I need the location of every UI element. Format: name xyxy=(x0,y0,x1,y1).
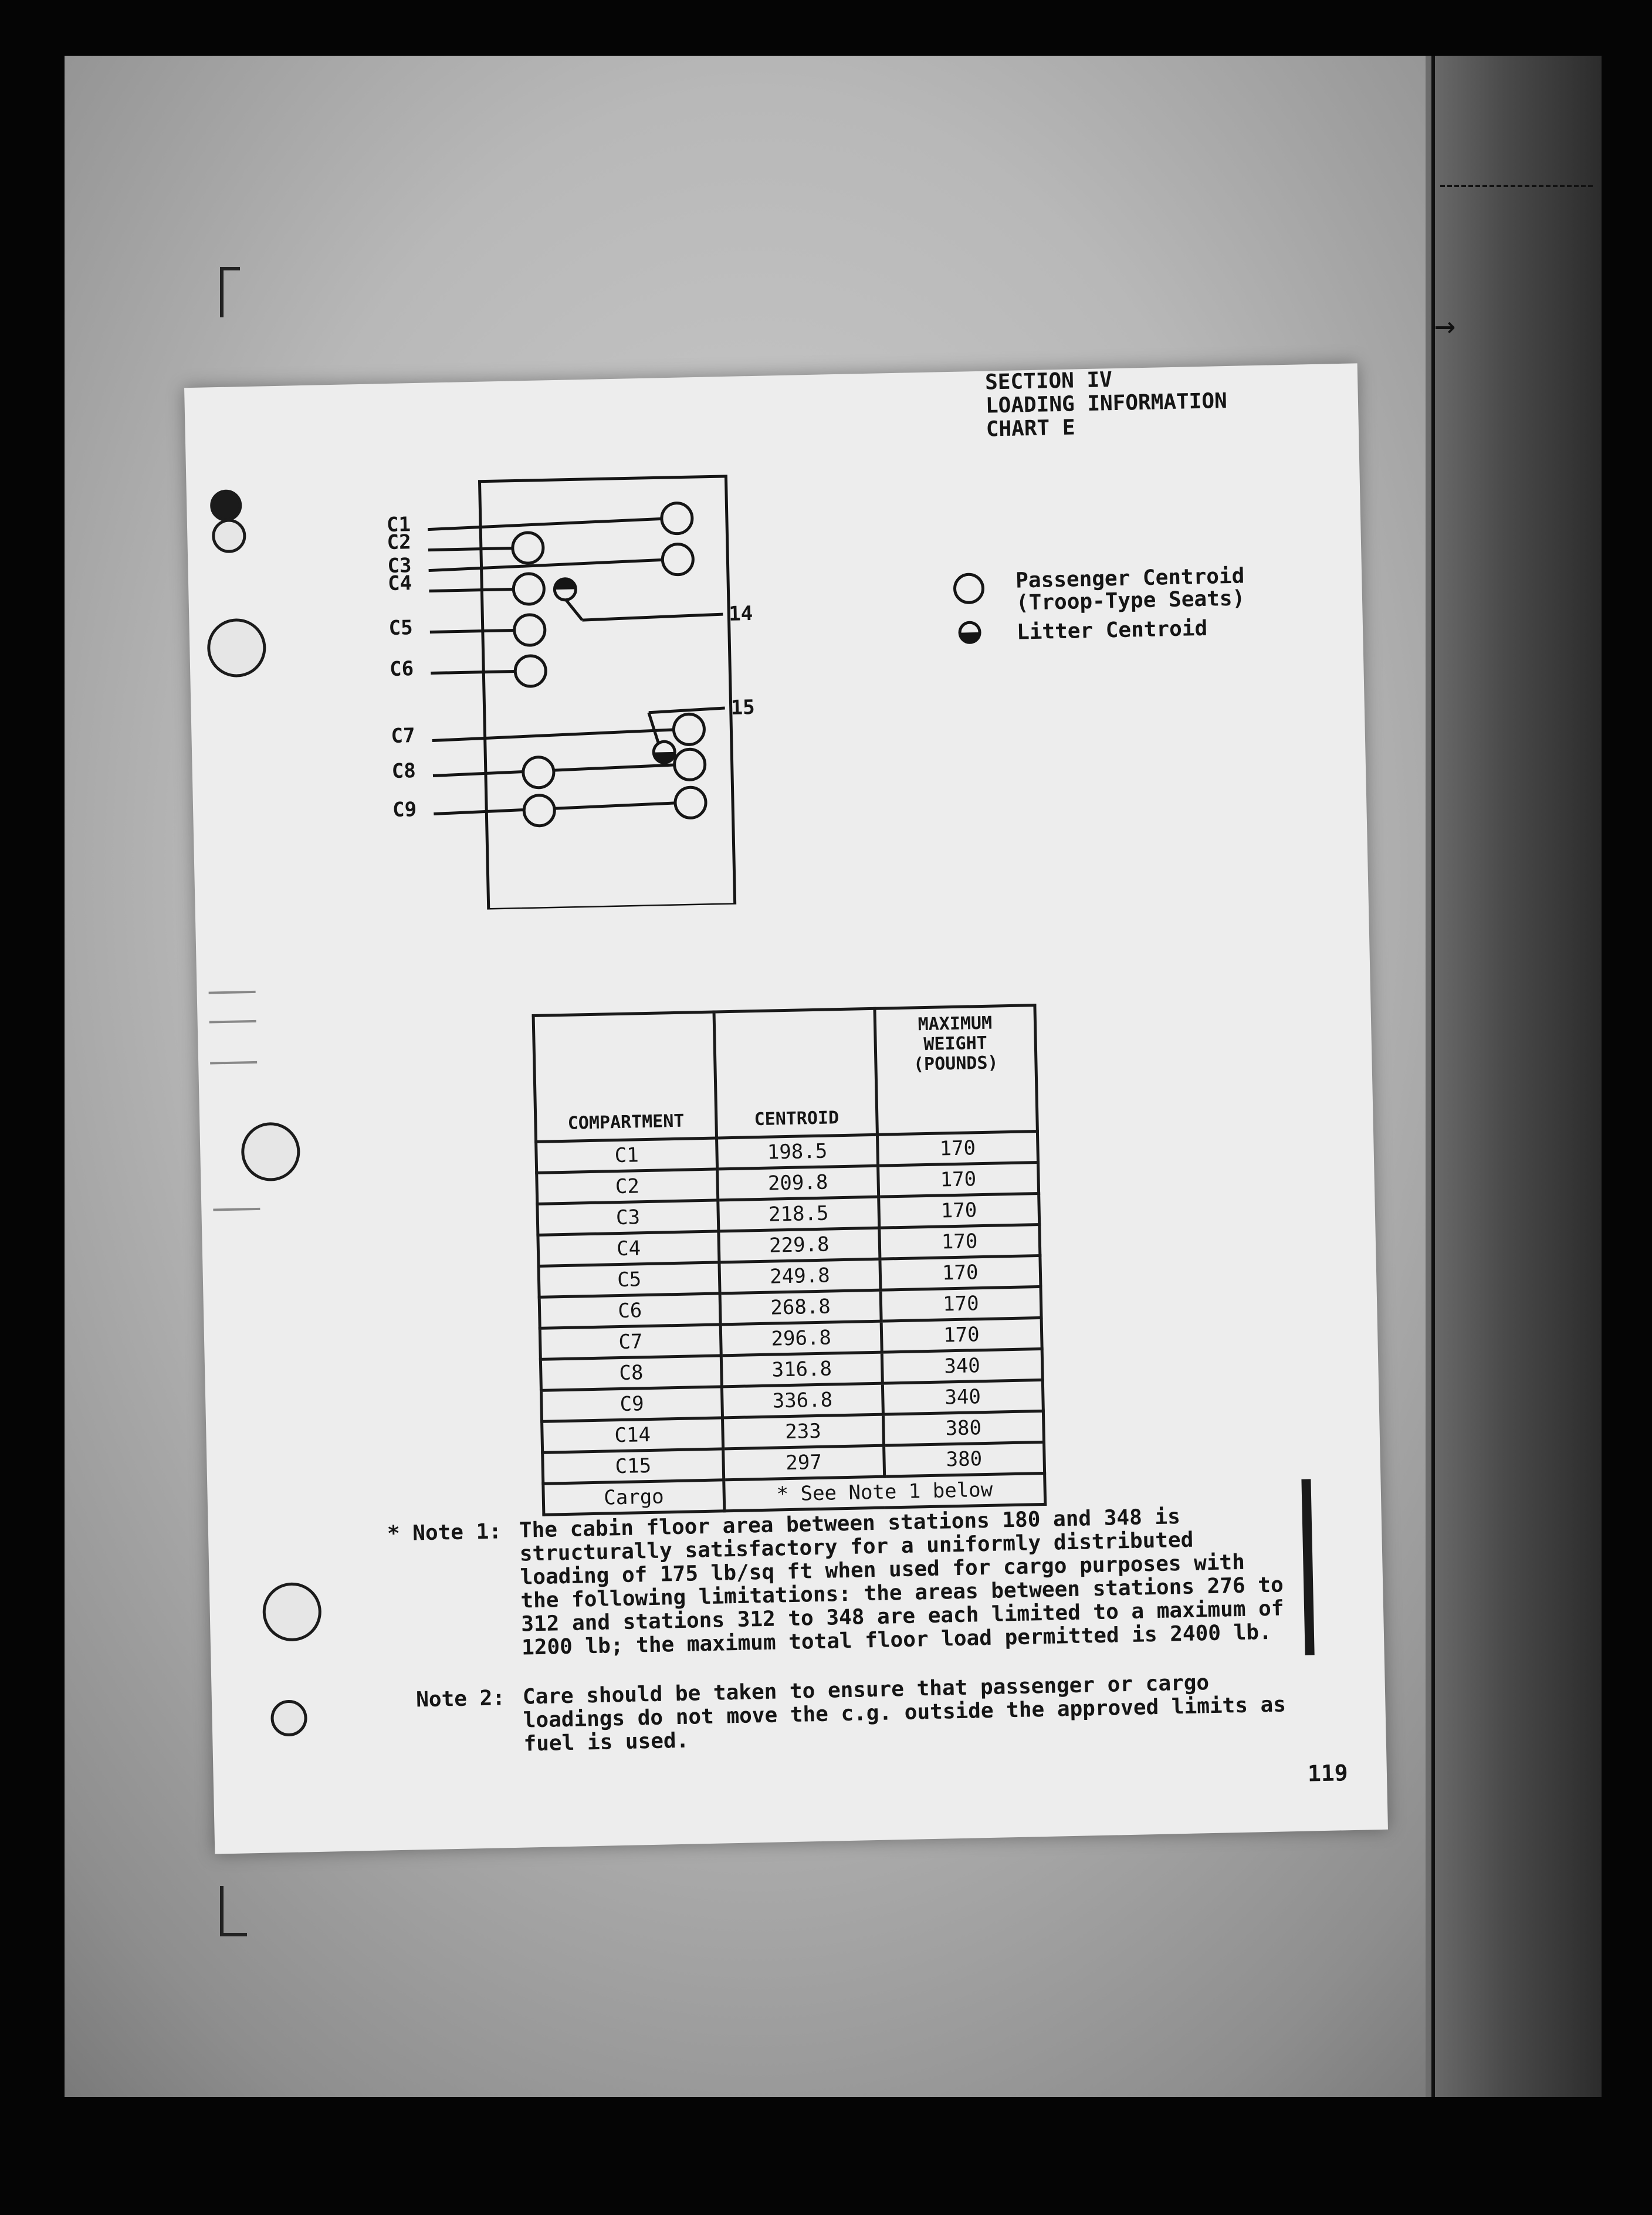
cell-weight: 170 xyxy=(877,1132,1038,1166)
label-c8: C8 xyxy=(391,759,417,783)
cell-compartment: Cargo xyxy=(543,1480,725,1515)
arrow-right-icon: → xyxy=(1434,305,1456,346)
header-compartment: COMPARTMENT xyxy=(533,1012,717,1142)
binder-hole-icon xyxy=(241,1122,300,1181)
leader-c1 xyxy=(428,519,665,529)
note-label: Note 2: xyxy=(415,1686,506,1712)
header-max-weight xyxy=(875,1005,1038,1135)
cell-weight: 340 xyxy=(882,1349,1042,1383)
leader-c3 xyxy=(428,560,666,570)
legend-symbols xyxy=(951,571,988,653)
seat-c8-right xyxy=(674,749,705,780)
label-14: 14 xyxy=(728,602,753,626)
note-text: The cabin floor area between stations 180 and 348 is structurally satisfactory for a uniformly distributed loading of 175 lb/sq ft when used for cargo purposes with the following limitations: the areas between stations 276 to 312 and stations 312 to 348 are each limited to a maximum of 1200 lb; the maximum total floor load permitted is 2400 lb. xyxy=(519,1505,1284,1660)
binder-hole-icon xyxy=(206,618,266,678)
seat-c6 xyxy=(515,655,546,686)
label-15: 15 xyxy=(730,695,756,720)
cell-weight: 170 xyxy=(880,1255,1041,1290)
cell-weight: 170 xyxy=(878,1163,1038,1197)
header-weight-2: WEIGHT xyxy=(923,1032,988,1055)
cell-compartment: C6 xyxy=(539,1293,720,1328)
cell-centroid: 249.8 xyxy=(719,1259,880,1293)
leader-c6 xyxy=(431,671,519,673)
cell-compartment: C15 xyxy=(543,1449,724,1484)
note-2 xyxy=(353,1669,1292,1759)
table-body xyxy=(536,1132,1045,1515)
header-chart: CHART E xyxy=(986,415,1075,442)
legend-passenger: Passenger Centroid xyxy=(1015,564,1245,593)
header-weight-3: (POUNDS) xyxy=(913,1052,998,1075)
header-title: LOADING INFORMATION xyxy=(985,388,1228,418)
loading-table xyxy=(532,1004,1047,1516)
document-page xyxy=(184,363,1388,1854)
cell-centroid: 336.8 xyxy=(722,1383,883,1418)
cell-centroid: 198.5 xyxy=(717,1134,878,1169)
header-section: SECTION IV xyxy=(984,368,1113,395)
cell-compartment: C8 xyxy=(540,1356,722,1390)
label-c1: C1 xyxy=(386,513,411,537)
binder-hole-icon xyxy=(262,1582,322,1642)
cell-compartment: C2 xyxy=(537,1169,718,1204)
cell-centroid: 229.8 xyxy=(719,1228,879,1262)
cell-compartment: C9 xyxy=(541,1387,722,1421)
label-c3: C3 xyxy=(387,554,412,578)
legend xyxy=(951,564,1305,665)
margin-strip xyxy=(213,1208,260,1211)
header-weight-1: MAXIMUM xyxy=(918,1012,993,1035)
label-c7: C7 xyxy=(391,724,415,748)
cell-weight: 170 xyxy=(881,1318,1042,1352)
leader-c5 xyxy=(430,630,518,632)
leader-c2 xyxy=(428,548,516,550)
cell-compartment: C4 xyxy=(538,1231,719,1266)
cell-centroid: 268.8 xyxy=(720,1290,881,1325)
binder-hole-icon xyxy=(210,489,242,521)
dashed-mark xyxy=(1440,185,1593,187)
cell-centroid: 209.8 xyxy=(717,1166,878,1200)
frame-divider xyxy=(1431,56,1435,2097)
legend-passenger-sub: (Troop-Type Seats) xyxy=(1015,586,1245,615)
legend-litter: Litter Centroid xyxy=(1016,616,1208,645)
leader-c7 xyxy=(432,730,676,741)
header-centroid: CENTROID xyxy=(714,1008,877,1138)
seat-c9-left xyxy=(524,795,555,826)
cell-weight: 380 xyxy=(883,1411,1044,1445)
change-bar xyxy=(1301,1479,1314,1655)
seat-c9-right xyxy=(675,787,706,818)
leader-c4 xyxy=(429,589,517,591)
cell-centroid: 297 xyxy=(723,1445,884,1480)
cell-weight: 380 xyxy=(883,1442,1044,1476)
cell-weight: 170 xyxy=(881,1286,1041,1321)
binder-hole-icon xyxy=(212,519,246,553)
cell-compartment: C14 xyxy=(542,1418,723,1452)
cell-compartment: C5 xyxy=(539,1262,720,1297)
notes xyxy=(349,1503,1293,1785)
cell-centroid: 316.8 xyxy=(722,1352,882,1387)
label-c5: C5 xyxy=(388,616,414,641)
leader-15b xyxy=(649,708,725,713)
label-c2: C2 xyxy=(387,530,412,555)
section-header xyxy=(985,366,1228,442)
note-text: Care should be taken to ensure that passenger or cargo loadings do not move the c.g. outside the approved limits as fuel is used. xyxy=(522,1671,1287,1756)
cell-see-note: * See Note 1 below xyxy=(724,1473,1045,1510)
note-label: * Note 1: xyxy=(387,1519,502,1546)
seat-c3 xyxy=(662,544,693,575)
leader-14 xyxy=(566,600,583,621)
cell-compartment: C7 xyxy=(540,1325,721,1359)
label-c6: C6 xyxy=(389,657,414,681)
cell-compartment: C1 xyxy=(536,1138,717,1173)
cell-centroid: 218.5 xyxy=(718,1197,879,1231)
seat-c1 xyxy=(661,503,692,534)
crop-bracket-bottom xyxy=(220,1886,247,1936)
seat-c5 xyxy=(514,614,545,645)
margin-strip xyxy=(209,991,256,994)
seat-c2 xyxy=(512,532,543,563)
cell-centroid: 296.8 xyxy=(721,1321,882,1356)
margin-strip xyxy=(210,1061,257,1065)
cell-weight: 170 xyxy=(879,1225,1040,1259)
cell-weight: 340 xyxy=(882,1380,1043,1414)
adjacent-frame xyxy=(1426,56,1602,2097)
page-number: 119 xyxy=(1307,1760,1349,1787)
seat-c4 xyxy=(513,573,544,604)
note-1 xyxy=(349,1503,1291,1663)
crop-bracket-top xyxy=(220,267,240,317)
compartment-diagram xyxy=(338,466,934,913)
label-c9: C9 xyxy=(392,798,417,822)
seat-c7 xyxy=(673,714,705,745)
leader-14b xyxy=(582,614,723,620)
cell-weight: 170 xyxy=(878,1194,1039,1228)
open-circle-icon xyxy=(954,574,983,603)
cell-compartment: C3 xyxy=(537,1200,719,1235)
label-c4: C4 xyxy=(387,571,412,596)
cell-centroid: 233 xyxy=(723,1414,883,1449)
seat-c8-left xyxy=(523,757,554,788)
binder-hole-icon xyxy=(270,1699,307,1736)
margin-strip xyxy=(209,1020,256,1024)
